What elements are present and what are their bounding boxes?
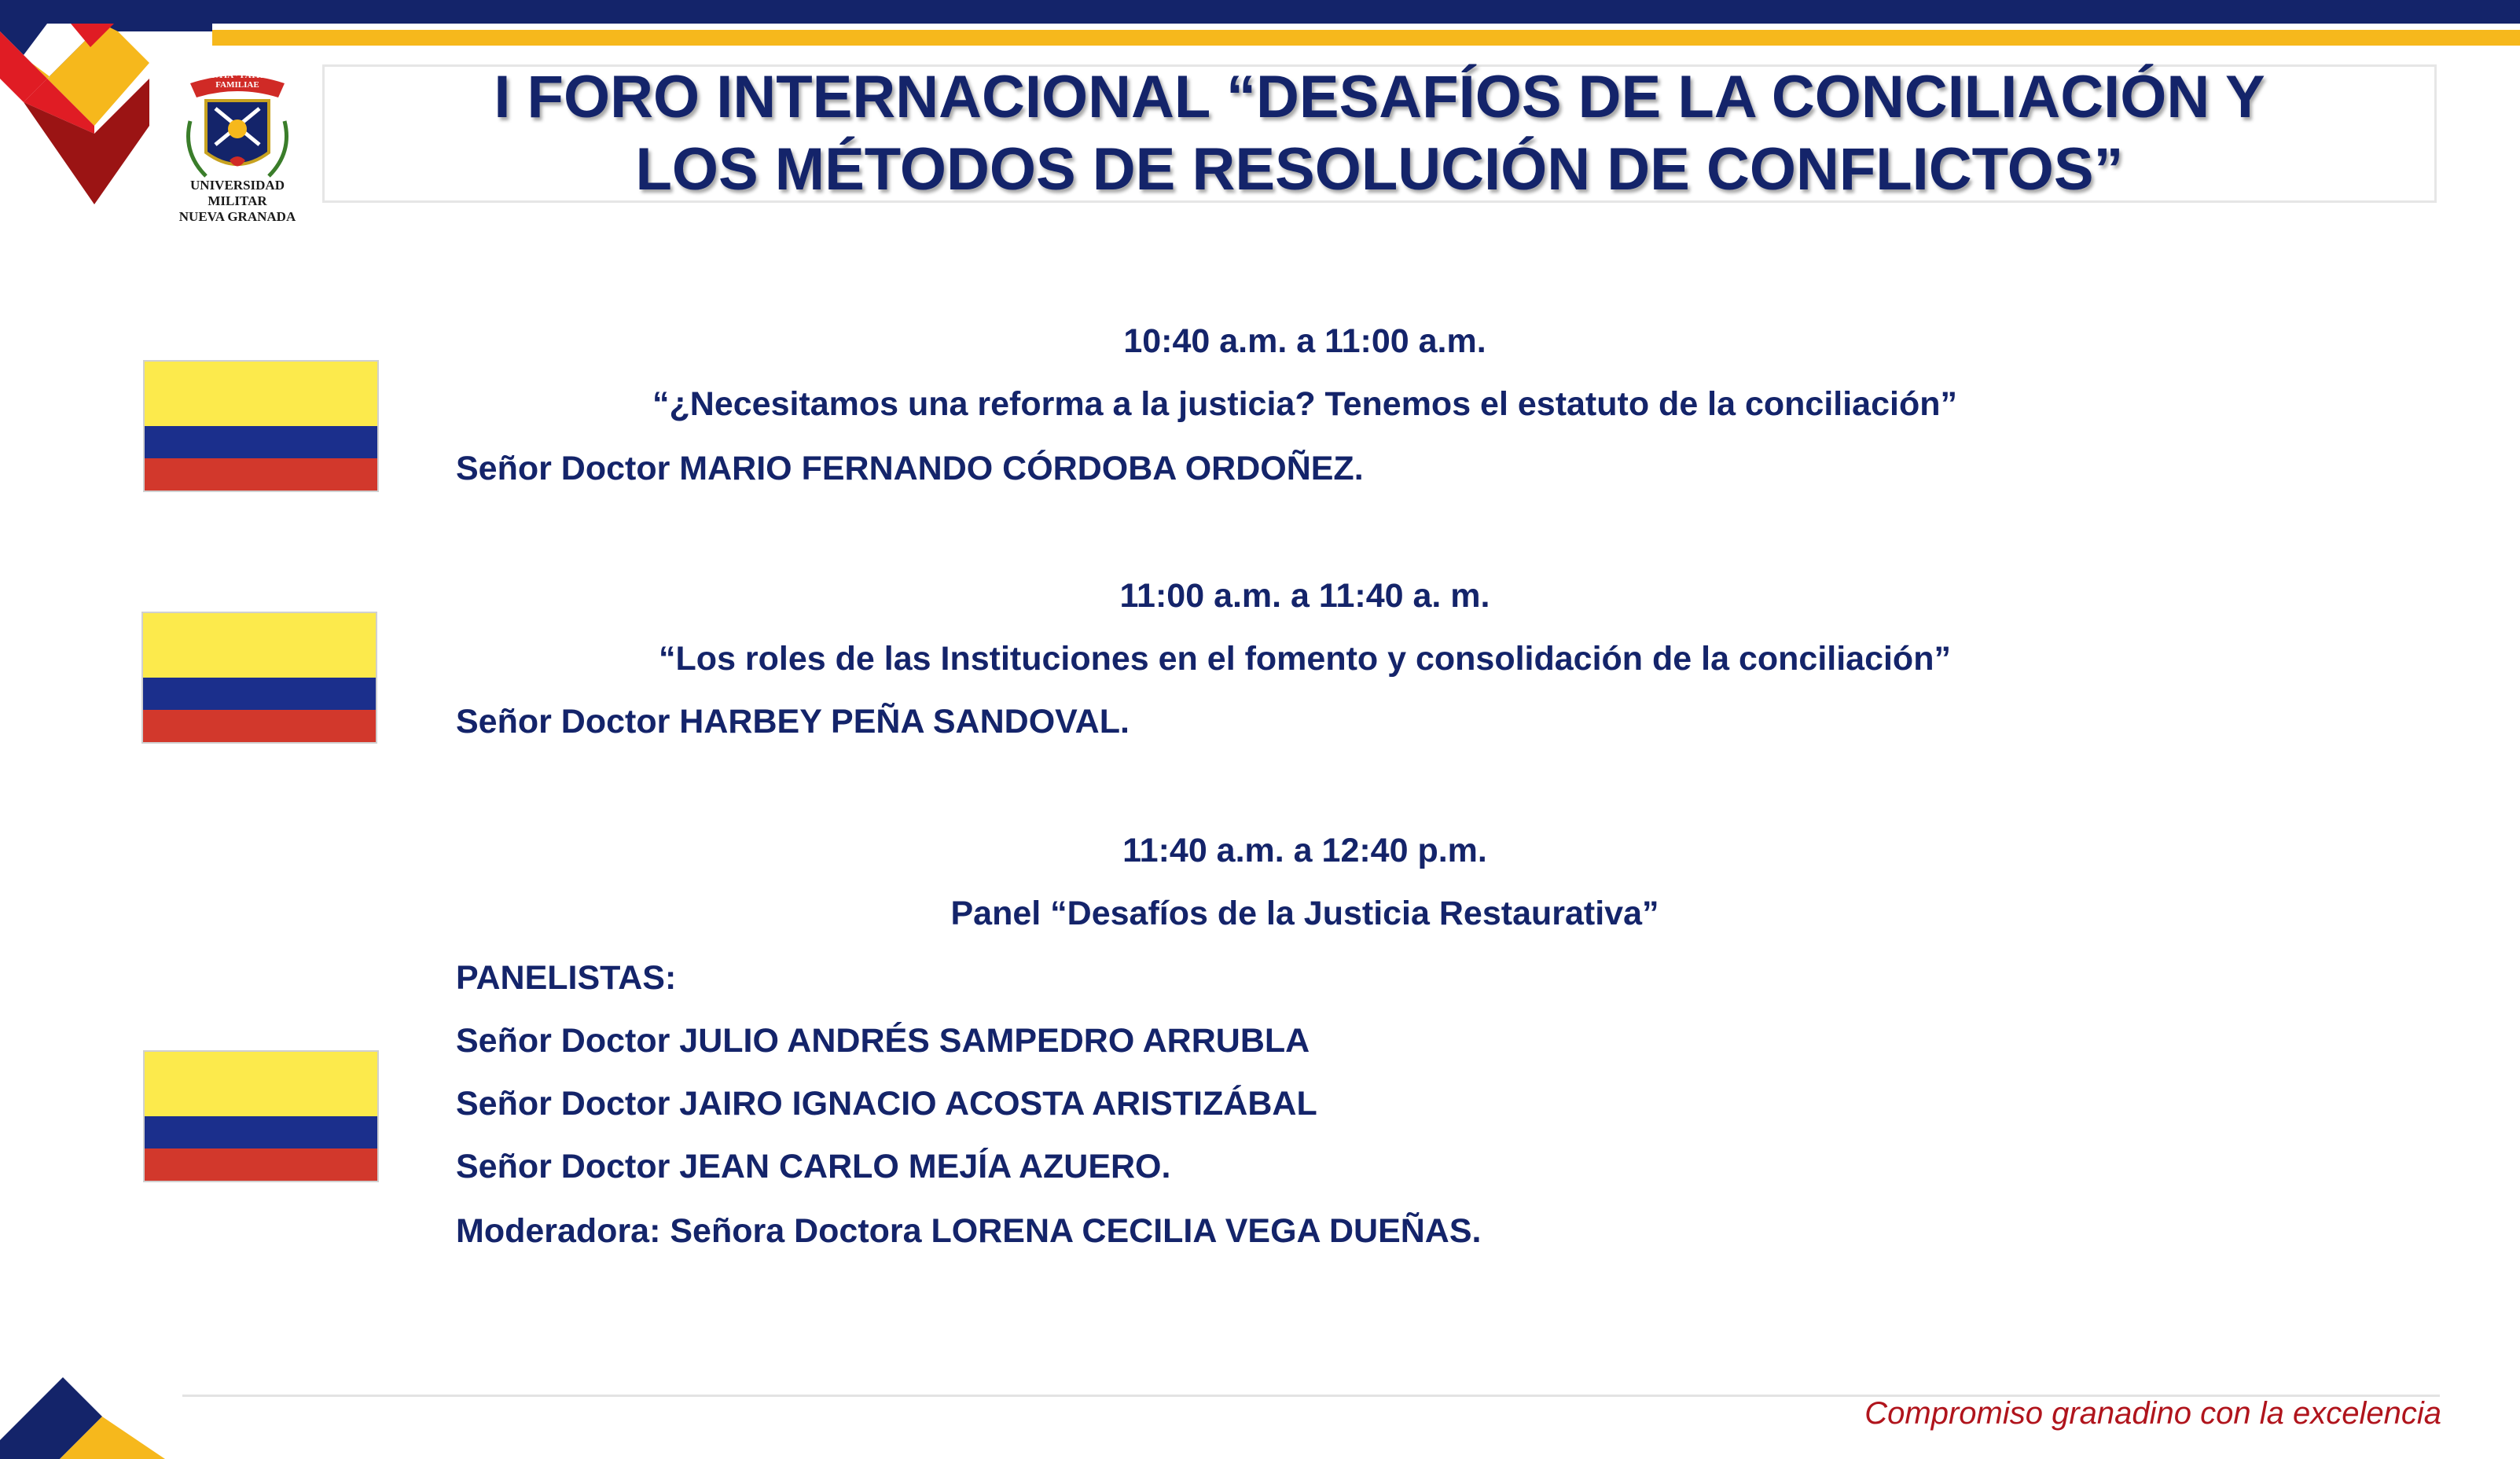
- moderator: Moderadora: Señora Doctora LORENA CECILIA VEGA DUEÑAS.: [456, 1212, 1482, 1250]
- panelists-heading: PANELISTAS:: [456, 959, 677, 997]
- page-title: [322, 64, 2437, 203]
- university-name-line2: NUEVA GRANADA: [178, 209, 296, 224]
- footer-corner-graphic: [0, 1377, 165, 1459]
- top-navy-bar: [0, 0, 2520, 24]
- footer-slogan: Compromiso granadino con la excelencia: [1864, 1396, 2441, 1431]
- session-2-topic: “Los roles de las Instituciones en el fomento y consolidación de la conciliación”: [659, 640, 1951, 678]
- session-1-time: 10:40 a.m. a 11:00 a.m.: [1123, 322, 1486, 360]
- session-3-topic: Panel “Desafíos de la Justicia Restaurativa”: [950, 895, 1659, 932]
- panelist-3: Señor Doctor JEAN CARLO MEJÍA AZUERO.: [456, 1148, 1171, 1185]
- title-line-2: LOS MÉTODOS DE RESOLUCIÓN DE CONFLICTOS”: [635, 136, 2124, 203]
- university-name: [167, 178, 308, 225]
- session-3-time: 11:40 a.m. a 12:40 p.m.: [1122, 832, 1487, 869]
- session-1-speaker: Señor Doctor MARIO FERNANDO CÓRDOBA ORDOÑEZ.: [456, 450, 1364, 487]
- panelist-1: Señor Doctor JULIO ANDRÉS SAMPEDRO ARRUBLA: [456, 1022, 1310, 1060]
- top-gold-bar: [212, 30, 2520, 46]
- panelist-2: Señor Doctor JAIRO IGNACIO ACOSTA ARISTIZÁBAL: [456, 1085, 1317, 1123]
- colombia-flag-icon: [145, 362, 377, 491]
- colombia-flag-icon: [145, 1052, 377, 1181]
- logo-motto: SCIENTIA · PATRIAE · FAMILIAE: [191, 71, 284, 90]
- university-name-line1: UNIVERSIDAD MILITAR: [190, 178, 285, 208]
- session-2-speaker: Señor Doctor HARBEY PEÑA SANDOVAL.: [456, 703, 1130, 741]
- colombia-flag-icon: [143, 613, 376, 742]
- title-line-1: I FORO INTERNACIONAL “DESAFÍOS DE LA CONCILIACIÓN Y: [494, 64, 2265, 130]
- session-2-time: 11:00 a.m. a 11:40 a. m.: [1119, 577, 1490, 615]
- session-1-topic: “¿Necesitamos una reforma a la justicia? Tenemos el estatuto de la conciliación”: [652, 385, 1957, 423]
